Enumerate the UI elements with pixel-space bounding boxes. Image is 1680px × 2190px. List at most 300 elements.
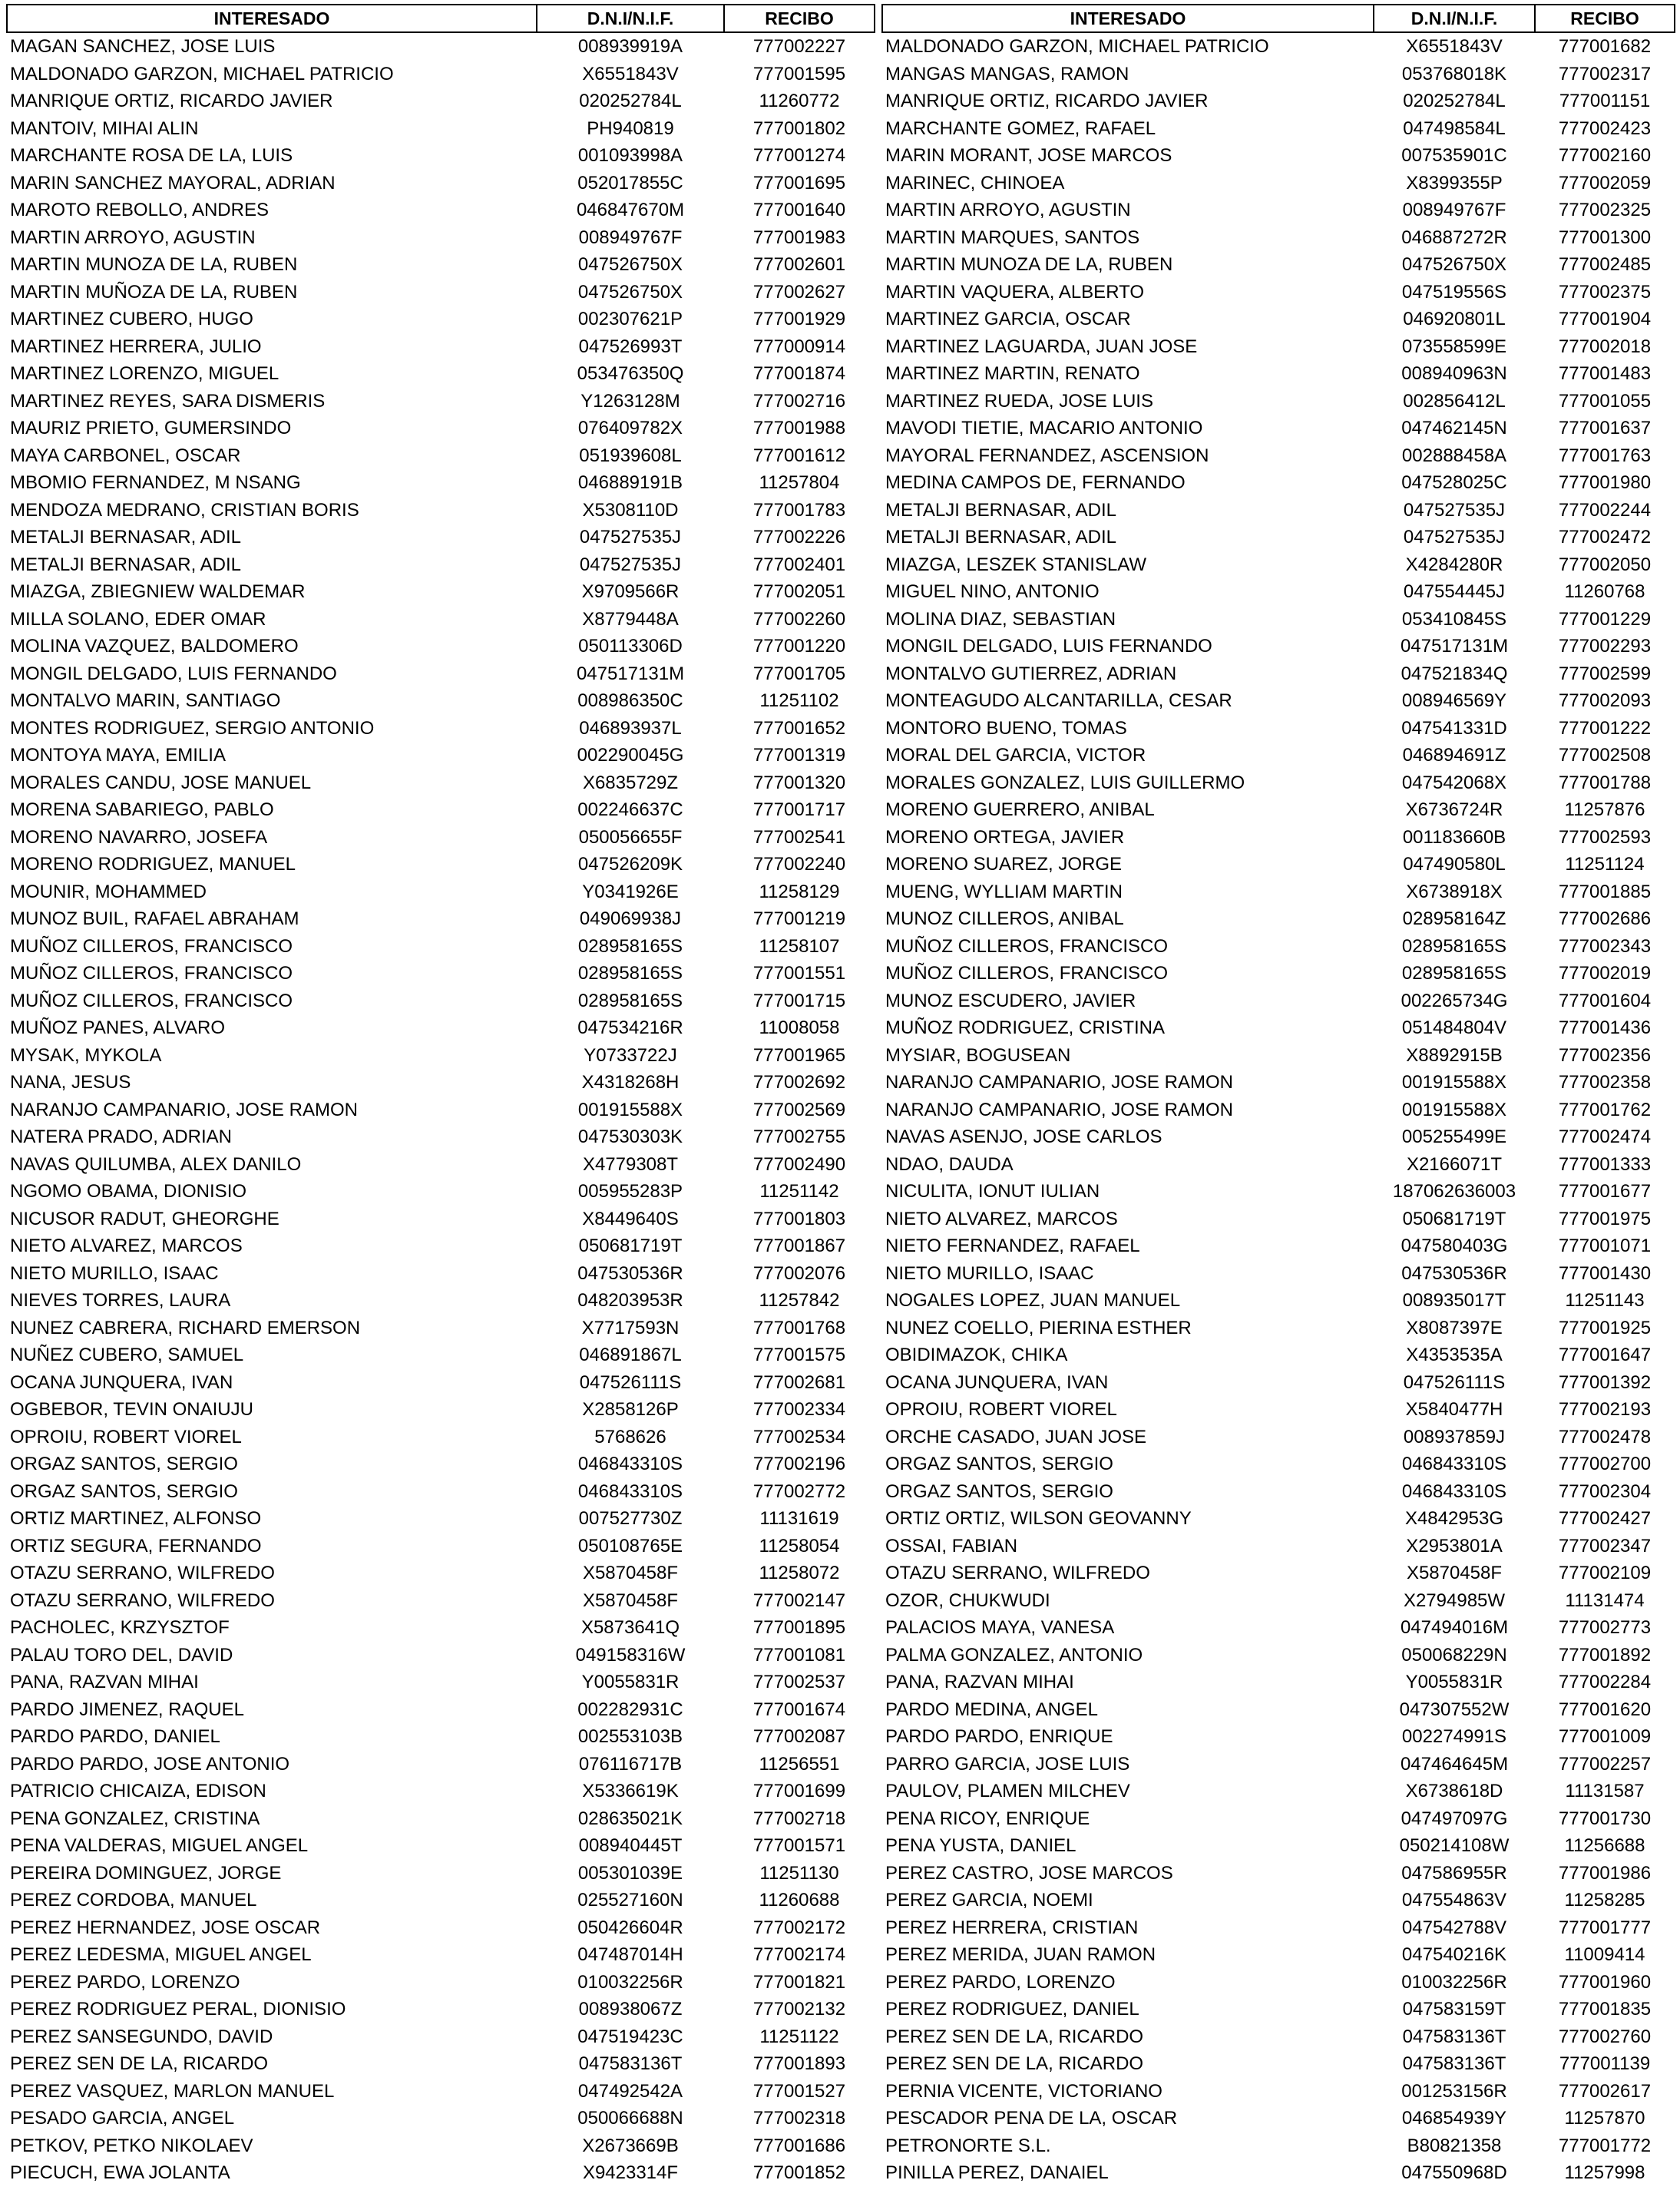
table-row <box>882 1206 1675 1233</box>
interesado-cell: MARTINEZ LORENZO, MIGUEL <box>10 363 279 384</box>
interesado-cell: MOLINA DIAZ, SEBASTIAN <box>885 608 1116 630</box>
table-row <box>882 715 1675 743</box>
table-row <box>882 524 1675 551</box>
table-row <box>7 497 875 524</box>
recibo-cell: 777001975 <box>1558 1208 1652 1229</box>
recibo-cell: 11258129 <box>759 881 840 902</box>
interesado-cell: MANGAS MANGAS, RAMON <box>885 63 1129 84</box>
interesado-cell: NIETO MURILLO, ISAAC <box>885 1262 1094 1284</box>
table-body-left <box>7 32 875 2187</box>
recibo-cell: 777002601 <box>752 254 846 275</box>
table-row <box>882 1941 1675 1969</box>
dni-cell: 047526111S <box>579 1371 682 1393</box>
interesado-cell: PACHOLEC, KRZYSZTOF <box>10 1617 230 1638</box>
table-row <box>882 1832 1675 1860</box>
interesado-cell: PEREZ SEN DE LA, RICARDO <box>10 2053 269 2074</box>
table-row <box>7 933 875 961</box>
table-row <box>882 1696 1675 1724</box>
recibo-cell: 777001717 <box>752 799 846 820</box>
interesado-cell: PEREZ CASTRO, JOSE MARCOS <box>885 1862 1173 1884</box>
table-row <box>882 1069 1675 1097</box>
dni-cell: 047580403G <box>1401 1236 1508 1256</box>
dni-cell: 047462145N <box>1401 418 1507 438</box>
table-row <box>882 306 1675 333</box>
recibo-cell: 777002716 <box>752 390 846 412</box>
receipts-table-left <box>6 4 875 2187</box>
dni-cell: 028958165S <box>577 935 683 957</box>
table-row <box>7 1424 875 1451</box>
recibo-cell: 11257876 <box>1564 799 1645 820</box>
recibo-cell: 777001222 <box>1558 717 1652 739</box>
interesado-cell: MUÑOZ CILLEROS, FRANCISCO <box>10 935 293 957</box>
interesado-cell: METALJI BERNASAR, ADIL <box>885 527 1116 548</box>
recibo-cell: 777001274 <box>752 145 846 166</box>
dni-cell: PH940819 <box>587 117 674 139</box>
table-row <box>882 905 1675 933</box>
dni-cell: 047526209K <box>577 854 683 875</box>
dni-cell: 047528025C <box>1401 472 1507 493</box>
recibo-cell: 777002304 <box>1558 1480 1652 1502</box>
table-header-row <box>7 5 875 32</box>
table-row <box>882 1887 1675 1914</box>
table-row <box>882 415 1675 442</box>
dni-cell: 050108765E <box>577 1535 683 1556</box>
dni-cell: 047583136T <box>578 2053 683 2074</box>
dni-cell: 047521834Q <box>1401 663 1508 684</box>
recibo-cell: 11260688 <box>759 1890 840 1910</box>
recibo-cell: 777001895 <box>752 1617 846 1638</box>
table-row <box>7 1832 875 1860</box>
recibo-cell: 11258107 <box>759 935 840 957</box>
recibo-cell: 777002508 <box>1558 745 1652 766</box>
table-row <box>882 824 1675 852</box>
dni-cell: 008949767F <box>1402 200 1506 220</box>
dni-cell: 047530536R <box>577 1262 683 1284</box>
table-row <box>7 1097 875 1124</box>
interesado-cell: MUÑOZ PANES, ALVARO <box>10 1017 226 1038</box>
recibo-cell: 777002226 <box>752 527 846 548</box>
dni-cell: 008937859J <box>1403 1426 1506 1447</box>
table-row <box>7 769 875 797</box>
recibo-cell: 777001783 <box>752 499 846 521</box>
dni-cell: 052017855C <box>577 172 683 194</box>
recibo-cell: 777001220 <box>752 636 846 657</box>
interesado-cell: MORENA SABARIEGO, PABLO <box>10 799 274 820</box>
recibo-cell: 777002019 <box>1558 963 1652 984</box>
recibo-cell: 777001551 <box>752 963 846 984</box>
dni-cell: X4353535A <box>1406 1345 1503 1365</box>
dni-cell: 008938067Z <box>578 1999 683 2020</box>
recibo-cell: 777001699 <box>752 1781 846 1801</box>
header-recibo: RECIBO <box>724 5 875 32</box>
recibo-cell: 11251130 <box>759 1862 839 1884</box>
table-row <box>7 170 875 197</box>
recibo-cell: 777001835 <box>1558 1999 1652 2020</box>
recibo-cell: 777001803 <box>752 1208 846 1229</box>
dni-cell: 047541331D <box>1401 717 1507 739</box>
recibo-cell: 777001604 <box>1558 990 1652 1011</box>
table-row <box>882 1778 1675 1805</box>
table-row <box>882 2105 1675 2132</box>
table-row <box>7 442 875 470</box>
recibo-cell: 777001430 <box>1558 1262 1652 1284</box>
interesado-cell: NARANJO CAMPANARIO, JOSE RAMON <box>885 1072 1233 1093</box>
dni-cell: X2166071T <box>1406 1153 1503 1175</box>
dni-cell: 047497097G <box>1401 1808 1508 1829</box>
recibo-cell: 777002227 <box>752 36 846 57</box>
table-row <box>882 497 1675 524</box>
table-row <box>882 1669 1675 1696</box>
interesado-cell: MORENO GUERRERO, ANIBAL <box>885 799 1155 820</box>
interesado-cell: MARTIN MUÑOZA DE LA, RUBEN <box>10 281 298 303</box>
recibo-cell: 777001686 <box>752 2135 846 2156</box>
table-row <box>7 224 875 252</box>
recibo-cell: 777001730 <box>1558 1808 1652 1829</box>
interesado-cell: ORGAZ SANTOS, SERGIO <box>10 1480 238 1502</box>
interesado-cell: PERNIA VICENTE, VICTORIANO <box>885 2080 1162 2102</box>
interesado-cell: MUENG, WYLLIAM MARTIN <box>885 881 1123 902</box>
dni-cell: X8087397E <box>1406 1317 1503 1338</box>
table-row <box>882 1805 1675 1833</box>
interesado-cell: MAGAN SANCHEZ, JOSE LUIS <box>10 36 276 57</box>
table-row <box>882 660 1675 688</box>
dni-cell: X5870458F <box>582 1590 679 1611</box>
recibo-cell: 777002174 <box>752 1944 846 1965</box>
interesado-cell: MONGIL DELGADO, LUIS FERNANDO <box>10 663 337 684</box>
dni-cell: 046843310S <box>577 1480 683 1502</box>
table-row <box>882 1560 1675 1587</box>
interesado-cell: NDAO, DAUDA <box>885 1153 1014 1175</box>
interesado-cell: NICULITA, IONUT IULIAN <box>885 1181 1100 1202</box>
table-row <box>882 1396 1675 1424</box>
interesado-cell: MORALES GONZALEZ, LUIS GUILLERMO <box>885 772 1245 793</box>
recibo-cell: 11256551 <box>759 1753 840 1775</box>
interesado-cell: PEREZ SEN DE LA, RICARDO <box>885 2053 1144 2074</box>
interesado-cell: METALJI BERNASAR, ADIL <box>10 527 241 548</box>
interesado-cell: MONTOYA MAYA, EMILIA <box>10 745 226 766</box>
table-row <box>7 1232 875 1260</box>
interesado-cell: PALACIOS MAYA, VANESA <box>885 1617 1115 1638</box>
recibo-cell: 777002686 <box>1558 908 1652 929</box>
dni-cell: 008940445T <box>578 1835 683 1856</box>
recibo-cell: 777001229 <box>1558 608 1652 630</box>
table-row <box>882 1642 1675 1669</box>
dni-cell: 050681719T <box>1402 1208 1506 1229</box>
dni-cell: 028958164Z <box>1402 908 1506 929</box>
dni-cell: X5840477H <box>1405 1399 1503 1420</box>
interesado-cell: MUÑOZ CILLEROS, FRANCISCO <box>10 990 293 1011</box>
interesado-cell: MARIN MORANT, JOSE MARCOS <box>885 145 1172 166</box>
interesado-cell: MONTALVO GUTIERREZ, ADRIAN <box>885 663 1177 684</box>
dni-cell: 047583136T <box>1402 2053 1506 2074</box>
dni-cell: 047526111S <box>1403 1371 1506 1393</box>
recibo-cell: 11009414 <box>1564 1944 1645 1965</box>
table-row <box>882 1478 1675 1506</box>
dni-cell: X6551843V <box>582 63 679 84</box>
table-row <box>882 360 1675 388</box>
dni-cell: 047517131M <box>576 663 685 684</box>
table-row <box>7 1505 875 1533</box>
interesado-cell: PARDO PARDO, JOSE ANTONIO <box>10 1753 290 1775</box>
interesado-cell: MONTORO BUENO, TOMAS <box>885 717 1127 739</box>
interesado-cell: MONTES RODRIGUEZ, SERGIO ANTONIO <box>10 717 375 739</box>
recibo-cell: 777001081 <box>752 1644 846 1666</box>
interesado-cell: NAVAS QUILUMBA, ALEX DANILO <box>10 1153 302 1175</box>
recibo-cell: 11257842 <box>759 1290 840 1311</box>
recibo-cell: 11260768 <box>1564 581 1645 602</box>
table-row <box>882 197 1675 224</box>
interesado-cell: MAYA CARBONEL, OSCAR <box>10 445 241 466</box>
recibo-cell: 777001874 <box>752 363 846 384</box>
table-row <box>882 1014 1675 1042</box>
table-row <box>7 1014 875 1042</box>
recibo-cell: 777001777 <box>1558 1917 1652 1938</box>
dni-cell: 028958165S <box>1401 963 1507 984</box>
table-row <box>7 2132 875 2160</box>
table-row <box>7 115 875 143</box>
dni-cell: 047527535J <box>579 554 682 575</box>
table-body-right <box>882 32 1675 2187</box>
table-row <box>882 1260 1675 1288</box>
recibo-cell: 777001960 <box>1558 1971 1652 1993</box>
interesado-cell: MUÑOZ CILLEROS, FRANCISCO <box>10 963 293 984</box>
dni-cell: 053410845S <box>1401 608 1507 630</box>
dni-cell: 002553103B <box>577 1726 683 1747</box>
dni-cell: X8399355P <box>1406 172 1503 194</box>
table-row <box>882 88 1675 115</box>
table-row <box>882 1914 1675 1942</box>
interesado-cell: MAURIZ PRIETO, GUMERSINDO <box>10 418 292 438</box>
table-row <box>7 360 875 388</box>
recibo-cell: 777002401 <box>752 554 846 575</box>
recibo-cell: 11257998 <box>1564 2162 1645 2183</box>
dni-cell: B80821358 <box>1407 2135 1502 2156</box>
dni-cell: X6551843V <box>1406 36 1503 57</box>
table-row <box>7 1778 875 1805</box>
recibo-cell: 777001980 <box>1558 472 1652 493</box>
interesado-cell: PESCADOR PENA DE LA, OSCAR <box>885 2108 1178 2129</box>
interesado-cell: PEREZ RODRIGUEZ PERAL, DIONISIO <box>10 1999 346 2020</box>
dni-cell: 002888458A <box>1401 445 1507 466</box>
table-row <box>7 415 875 442</box>
interesado-cell: PARRO GARCIA, JOSE LUIS <box>885 1753 1130 1775</box>
interesado-cell: PARDO PARDO, DANIEL <box>10 1726 220 1747</box>
dni-cell: 046920801L <box>1403 309 1506 329</box>
interesado-cell: NICUSOR RADUT, GHEORGHE <box>10 1208 279 1229</box>
table-row <box>7 1614 875 1642</box>
interesado-cell: OTAZU SERRANO, WILFREDO <box>10 1563 275 1583</box>
recibo-cell: 777001768 <box>752 1317 846 1338</box>
dni-cell: 028958165S <box>577 990 683 1011</box>
interesado-cell: ORTIZ ORTIZ, WILSON GEOVANNY <box>885 1508 1192 1529</box>
dni-cell: 047586955R <box>1401 1862 1507 1884</box>
dni-cell: 047583136T <box>1402 2026 1506 2047</box>
dni-cell: 047527535J <box>1403 527 1506 548</box>
recibo-cell: 777002193 <box>1558 1399 1652 1420</box>
table-row <box>882 1969 1675 1996</box>
interesado-cell: MARIN SANCHEZ MAYORAL, ADRIAN <box>10 172 336 194</box>
dni-cell: X9423314F <box>582 2162 679 2183</box>
dni-cell: 051939608L <box>579 445 682 466</box>
recibo-cell: 777002147 <box>752 1590 846 1611</box>
dni-cell: 050214108W <box>1399 1835 1510 1856</box>
dni-cell: 046887272R <box>1401 227 1507 248</box>
dni-cell: X5873641Q <box>580 1617 680 1638</box>
table-row <box>7 715 875 743</box>
dni-cell: 028958165S <box>577 963 683 984</box>
dni-cell: 050681719T <box>578 1236 683 1256</box>
dni-cell: 010032256R <box>577 1971 683 1993</box>
recibo-cell: 777002347 <box>1558 1535 1652 1556</box>
table-row <box>7 606 875 634</box>
header-interesado: INTERESADO <box>882 5 1374 32</box>
interesado-cell: PARDO JIMENEZ, RAQUEL <box>10 1699 244 1720</box>
interesado-cell: MARTIN MUNOZA DE LA, RUBEN <box>10 254 298 275</box>
table-row <box>882 1996 1675 2023</box>
table-row <box>882 633 1675 660</box>
dni-cell: 047490580L <box>1403 854 1506 875</box>
table-row <box>7 1996 875 2023</box>
recibo-cell: 777001595 <box>752 63 846 84</box>
recibo-cell: 777001652 <box>752 717 846 739</box>
dni-cell: 050066688N <box>577 2108 683 2129</box>
dni-cell: 187062636003 <box>1392 1181 1516 1202</box>
recibo-cell: 777001986 <box>1558 1862 1652 1884</box>
recibo-cell: 777001009 <box>1558 1726 1652 1747</box>
interesado-cell: PIECUCH, EWA JOLANTA <box>10 2162 230 2183</box>
interesado-cell: MAYORAL FERNANDEZ, ASCENSION <box>885 445 1209 466</box>
recibo-cell: 777001640 <box>752 200 846 220</box>
recibo-cell: 777002772 <box>752 1480 846 1502</box>
dni-cell: Y0055831R <box>581 1672 680 1692</box>
recibo-cell: 777002681 <box>752 1371 846 1393</box>
recibo-cell: 11251124 <box>1565 854 1645 875</box>
recibo-cell: 777002474 <box>1558 1126 1652 1147</box>
recibo-cell: 777002284 <box>1558 1672 1652 1692</box>
table-row <box>882 2132 1675 2160</box>
interesado-cell: MARTIN ARROYO, AGUSTIN <box>885 200 1131 220</box>
table-row <box>882 878 1675 906</box>
table-row <box>882 2050 1675 2078</box>
recibo-cell: 777002132 <box>752 1999 846 2020</box>
interesado-cell: MARTINEZ RUEDA, JOSE LUIS <box>885 390 1153 412</box>
interesado-cell: MIAZGA, LESZEK STANISLAW <box>885 554 1147 575</box>
dni-cell: 047307552W <box>1399 1699 1510 1720</box>
interesado-cell: PEREIRA DOMINGUEZ, JORGE <box>10 1862 282 1884</box>
table-row <box>7 1751 875 1778</box>
table-row <box>7 2050 875 2078</box>
table-row <box>882 1097 1675 1124</box>
recibo-cell: 777001929 <box>752 309 846 329</box>
interesado-cell: NUNEZ CABRERA, RICHARD EMERSON <box>10 1317 361 1338</box>
recibo-cell: 777001527 <box>752 2080 846 2102</box>
recibo-cell: 777001071 <box>1558 1236 1652 1256</box>
interesado-cell: MBOMIO FERNANDEZ, M NSANG <box>10 472 301 493</box>
dni-cell: 047530303K <box>577 1126 683 1147</box>
recibo-cell: 777002018 <box>1558 336 1652 357</box>
interesado-cell: MORENO ORTEGA, JAVIER <box>885 826 1125 848</box>
recibo-cell: 777001139 <box>1559 2053 1651 2074</box>
recibo-cell: 777001893 <box>752 2053 846 2074</box>
interesado-cell: OCANA JUNQUERA, IVAN <box>10 1371 233 1393</box>
dni-cell: X8892915B <box>1406 1044 1503 1066</box>
interesado-cell: MOUNIR, MOHAMMED <box>10 881 207 902</box>
dni-cell: 076116717B <box>578 1753 683 1775</box>
dni-cell: 008939919A <box>577 36 683 57</box>
recibo-cell: 777002172 <box>752 1917 846 1938</box>
table-row <box>882 1315 1675 1342</box>
interesado-cell: PETRONORTE S.L. <box>885 2135 1051 2156</box>
recibo-cell: 777002160 <box>1558 145 1652 166</box>
recibo-cell: 11257804 <box>759 472 840 493</box>
recibo-cell: 777001682 <box>1558 36 1652 57</box>
interesado-cell: NATERA PRADO, ADRIAN <box>10 1126 232 1147</box>
table-row <box>882 933 1675 961</box>
dni-cell: 048203953R <box>577 1290 683 1311</box>
recibo-cell: 777002692 <box>752 1072 846 1093</box>
table-row <box>7 1151 875 1179</box>
table-row <box>7 987 875 1015</box>
table-row <box>7 851 875 878</box>
dni-cell: Y0733722J <box>584 1044 677 1066</box>
dni-cell: 001915588X <box>1401 1099 1507 1120</box>
table-row <box>7 88 875 115</box>
dni-cell: 010032256R <box>1401 1971 1507 1993</box>
dni-cell: X4779308T <box>582 1153 679 1175</box>
interesado-cell: MARINEC, CHINOEA <box>885 172 1065 194</box>
dni-cell: X2673669B <box>582 2135 679 2156</box>
recibo-cell: 11008058 <box>759 1017 840 1038</box>
dni-cell: X4842953G <box>1404 1508 1504 1529</box>
table-row <box>882 1178 1675 1206</box>
dni-cell: 047550968D <box>1401 2162 1507 2183</box>
table-row <box>882 1123 1675 1151</box>
recibo-cell: 777002050 <box>1558 554 1652 575</box>
table-row <box>882 960 1675 987</box>
dni-cell: 001183660B <box>1402 826 1506 848</box>
table-row <box>882 279 1675 306</box>
interesado-cell: PEREZ RODRIGUEZ, DANIEL <box>885 1999 1139 2020</box>
dni-cell: X2858126P <box>582 1399 679 1420</box>
dni-cell: 047554863V <box>1401 1890 1507 1910</box>
dni-cell: 047487014H <box>577 1944 683 1965</box>
dni-cell: 047542068X <box>1401 772 1507 793</box>
table-row <box>882 1614 1675 1642</box>
dni-cell: 005955283P <box>577 1181 683 1202</box>
dni-cell: 046893937L <box>579 717 682 739</box>
interesado-cell: PESADO GARCIA, ANGEL <box>10 2108 235 2129</box>
table-row <box>7 796 875 824</box>
interesado-cell: MUÑOZ CILLEROS, FRANCISCO <box>885 963 1169 984</box>
dni-cell: 046891867L <box>579 1345 682 1365</box>
dni-cell: X6738918X <box>1406 881 1503 902</box>
recibo-cell: 777002472 <box>1558 527 1652 548</box>
interesado-cell: MARCHANTE ROSA DE LA, LUIS <box>10 145 293 166</box>
interesado-cell: PANA, RAZVAN MIHAI <box>10 1672 199 1692</box>
interesado-cell: ORGAZ SANTOS, SERGIO <box>885 1480 1113 1502</box>
table-row <box>882 1751 1675 1778</box>
dni-cell: 002274991S <box>1401 1726 1507 1747</box>
table-row <box>7 824 875 852</box>
interesado-cell: MARTIN ARROYO, AGUSTIN <box>10 227 256 248</box>
dni-cell: X6835729Z <box>582 772 679 793</box>
table-row <box>7 279 875 306</box>
interesado-cell: MYSIAR, BOGUSEAN <box>885 1044 1071 1066</box>
recibo-cell: 11258285 <box>1564 1890 1645 1910</box>
table-row <box>882 769 1675 797</box>
recibo-cell: 777001319 <box>752 745 846 766</box>
dni-cell: 050068229N <box>1401 1644 1507 1666</box>
